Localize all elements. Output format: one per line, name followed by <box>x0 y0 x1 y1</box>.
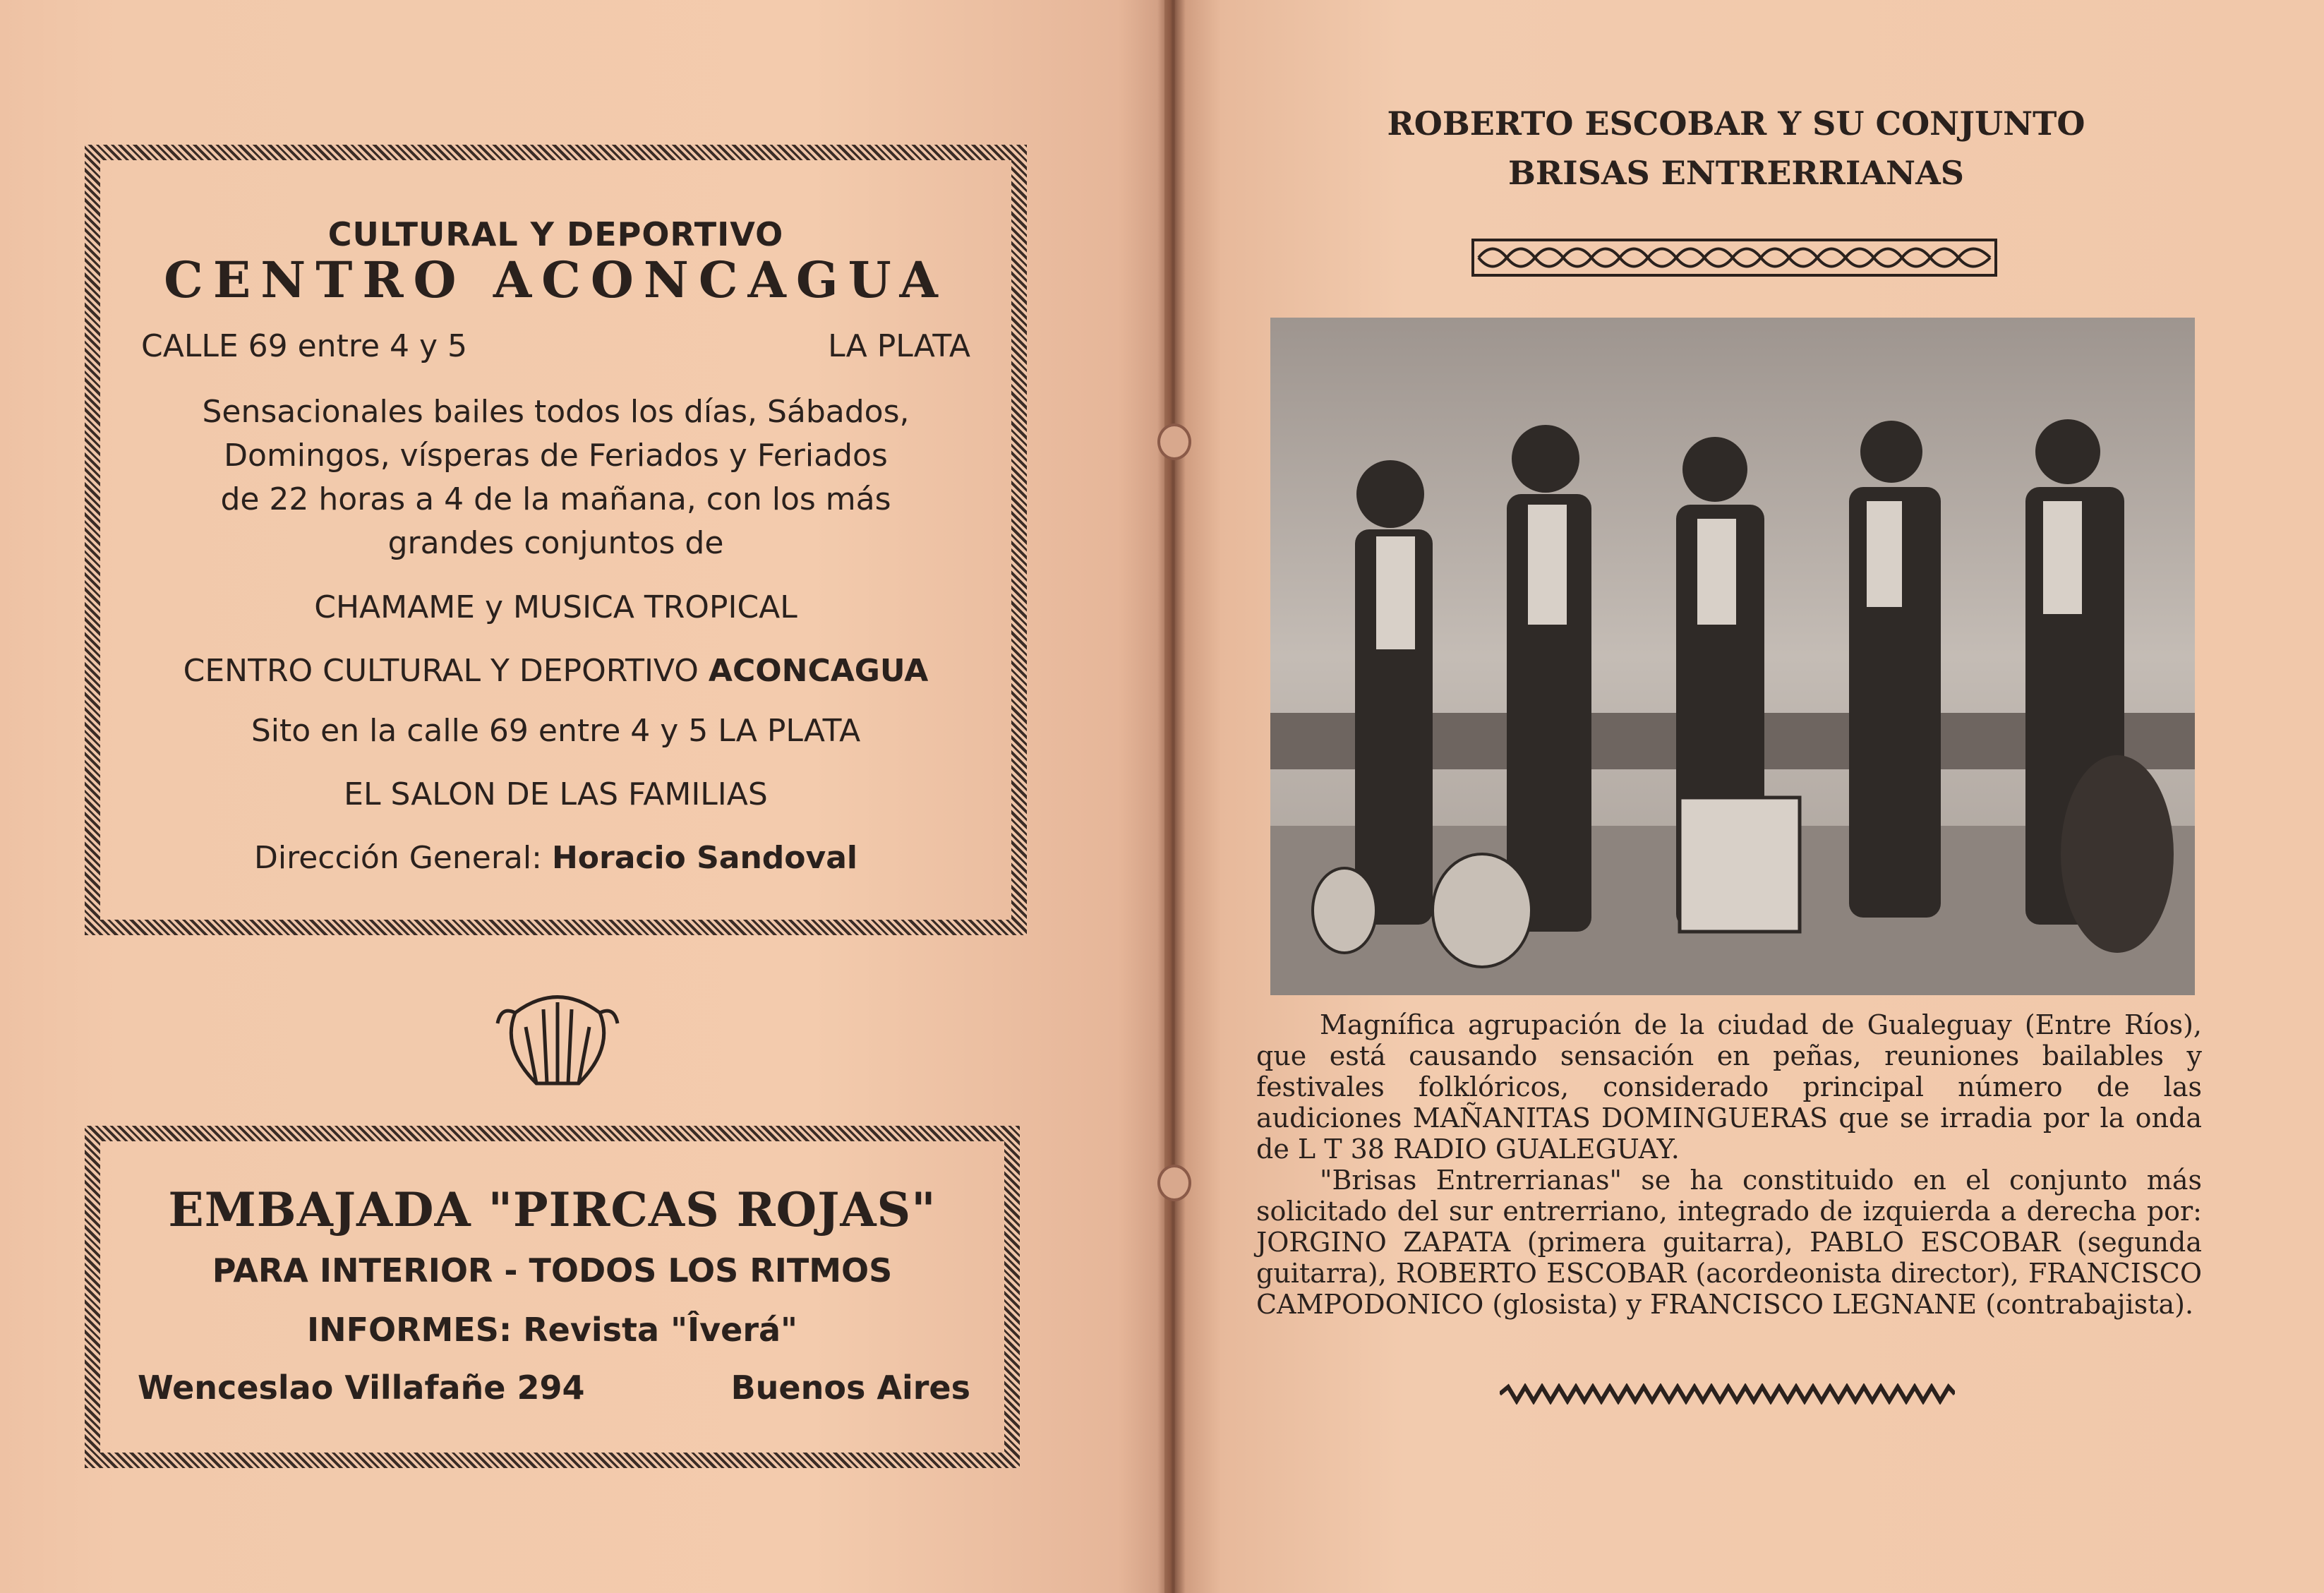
embajada-informes <box>85 1311 1020 1349</box>
ad-director-name: Horacio Sandoval <box>551 840 857 876</box>
ad-body-line: Domingos, vísperas de Feriados y Feriados <box>224 438 888 474</box>
embajada-address: Wenceslao Villafañe 294 <box>138 1369 585 1407</box>
ad-body-line: grandes conjuntos de <box>387 525 724 561</box>
article-heading <box>1369 99 2103 198</box>
caption-paragraph-1: Magnífica agrupación de la ciudad de Gualeguay (Entre Ríos), que está causando sensación en peñas, reuniones bailables y festivales folklóricos, considerado principal número de las audiciones MAÑANITAS DOMINGUERAS que se irradia por la onda de L T 38 RADIO GUALEGUAY. <box>1256 1009 2202 1165</box>
ad-address-left: CALLE 69 entre 4 y 5 <box>141 328 467 364</box>
article-heading-line2: BRISAS ENTRERRIANAS <box>1507 154 1965 192</box>
embajada-title: EMBAJADA "PIRCAS ROJAS" <box>168 1182 937 1237</box>
ad-kicker: CULTURAL Y DEPORTIVO <box>327 215 784 253</box>
shell-ornament-icon <box>494 985 621 1098</box>
ad-director <box>85 840 1027 876</box>
ad-genres: CHAMAME y MUSICA TROPICAL <box>314 589 797 625</box>
embajada-subtitle: PARA INTERIOR - TODOS LOS RITMOS <box>212 1251 893 1290</box>
article-caption <box>1256 1009 2202 1320</box>
band-photo-image <box>1270 318 2195 995</box>
ad-org <box>85 653 1027 689</box>
ad-address-row <box>141 328 970 364</box>
embajada-ad-border <box>85 1126 1020 1468</box>
braid-ornament-icon <box>1471 236 1997 279</box>
ad-address-right: LA PLATA <box>828 328 970 364</box>
staple-bottom <box>1157 1165 1191 1201</box>
band-photo <box>1270 318 2195 995</box>
wavy-divider-icon <box>1500 1383 1955 1405</box>
ad-body-line: de 22 horas a 4 de la mañana, con los más <box>220 481 891 517</box>
embajada-informes-value: Revista "Îverá" <box>523 1311 798 1349</box>
ad-director-label: Dirección General: <box>254 840 542 876</box>
embajada-informes-label: INFORMES: <box>306 1311 512 1349</box>
ad-org-name: ACONCAGUA <box>708 653 929 689</box>
book-spine <box>1157 0 1186 1593</box>
ad-body <box>85 390 1027 565</box>
caption-paragraph-2: "Brisas Entrerrianas" se ha constituido en el conjunto más solicitado del sur entrerriano, integrado de izquierda a derecha por: JORGINO ZAPATA (primera guitarra), PABLO ESCOBAR (segunda guitarra), ROBERTO ESCOBAR (acordeonista director), FRANCISCO CAMPODONICO (glosista) y FRANCISCO LEGNANE (contrabajista). <box>1256 1165 2202 1320</box>
article-heading-line1: ROBERTO ESCOBAR Y SU CONJUNTO <box>1387 104 2085 143</box>
embajada-city: Buenos Aires <box>730 1369 970 1407</box>
embajada-ad <box>85 1126 1020 1468</box>
embajada-address-row <box>138 1369 970 1407</box>
aconcagua-ad <box>85 145 1027 935</box>
ad-org-prefix: CENTRO CULTURAL Y DEPORTIVO <box>183 653 699 689</box>
staple-top <box>1157 423 1191 460</box>
ad-location: Sito en la calle 69 entre 4 y 5 LA PLATA <box>251 713 861 749</box>
ad-body-line: Sensacionales bailes todos los días, Sábados, <box>202 394 910 430</box>
ad-slogan: EL SALON DE LAS FAMILIAS <box>344 776 768 812</box>
ad-title: CENTRO ACONCAGUA <box>164 251 948 309</box>
